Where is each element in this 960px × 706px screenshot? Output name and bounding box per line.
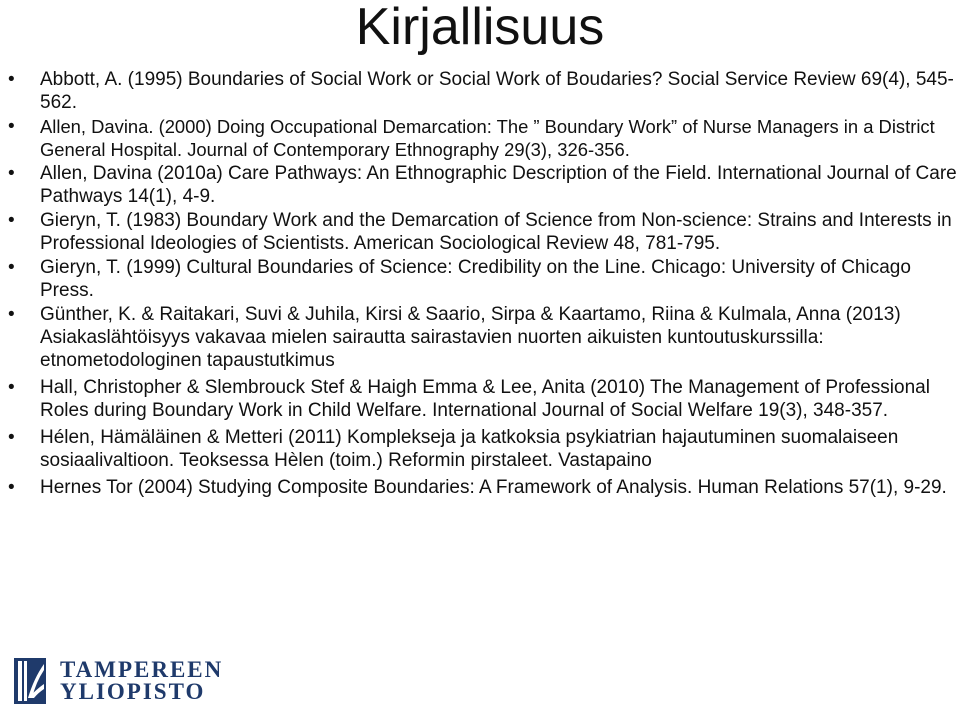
university-logo (14, 658, 223, 704)
bullet-icon: • (8, 210, 15, 231)
reference-text: Hélen, Hämäläinen & Metteri (2011) Komplekseja ja katkoksia psykiatrian hajautuminen suomalaiseen sosiaalivaltioon. Teoksessa Hèlen (toim.) Reformin pirstaleet. Vastapaino (40, 427, 899, 471)
reference-item (8, 115, 958, 161)
university-emblem-icon (14, 658, 46, 704)
reference-text: Allen, Davina (2010a) Care Pathways: An Ethnographic Description of the Field. International Journal of Care Pathways 14(1), 4-9. (40, 163, 957, 207)
logo-line-1: TAMPEREEN (60, 657, 224, 682)
reference-item (8, 376, 958, 422)
bullet-icon: • (8, 163, 15, 184)
bullet-icon: • (8, 477, 15, 498)
page-title: Kirjallisuus (355, 0, 605, 56)
reference-item (8, 68, 958, 114)
logo-wordmark (60, 659, 223, 703)
bullet-icon: • (8, 377, 15, 398)
bullet-icon: • (8, 116, 15, 137)
reference-text: Gieryn, T. (1983) Boundary Work and the Demarcation of Science from Non-science: Strains and Interests in Professional Ideologies of Scientists. American Sociological Review 48, 781-795. (40, 210, 952, 254)
logo-line-2: YLIOPISTO (60, 679, 206, 704)
bullet-icon: • (8, 427, 15, 448)
bullet-icon: • (8, 257, 15, 278)
reference-item (8, 426, 958, 472)
reference-item (8, 162, 958, 208)
reference-text: Günther, K. & Raitakari, Suvi & Juhila, Kirsi & Saario, Sirpa & Kaartamo, Riina & Kulmala, Anna (2013) Asiakaslähtöisyys vakavaa mielen sairautta sairastavien nuorten aikuisten kuntoutuskurssilla: etnometodologinen tapaustutkimus (40, 304, 901, 371)
reference-text: Hernes Tor (2004) Studying Composite Boundaries: A Framework of Analysis. Human Relations 57(1), 9-29. (40, 477, 947, 498)
reference-item (8, 303, 958, 372)
reference-text: Allen, Davina. (2000) Doing Occupational Demarcation: The ” Boundary Work” of Nurse Managers in a District General Hospital. Journal of Contemporary Ethnography 29(3), 326-356. (40, 116, 935, 160)
bullet-icon: • (8, 304, 15, 325)
reference-text: Abbott, A. (1995) Boundaries of Social Work or Social Work of Boudaries? Social Service Review 69(4), 545-562. (40, 69, 954, 113)
reference-item (8, 256, 958, 302)
bullet-icon: • (8, 69, 15, 90)
reference-text: Hall, Christopher & Slembrouck Stef & Haigh Emma & Lee, Anita (2010) The Management of Professional Roles during Boundary Work in Child Welfare. International Journal of Social Welfare 19(3), 348-357. (40, 377, 930, 421)
reference-list (8, 68, 958, 503)
reference-item (8, 476, 958, 499)
reference-text: Gieryn, T. (1999) Cultural Boundaries of Science: Credibility on the Line. Chicago: University of Chicago Press. (40, 257, 911, 301)
reference-item (8, 209, 958, 255)
